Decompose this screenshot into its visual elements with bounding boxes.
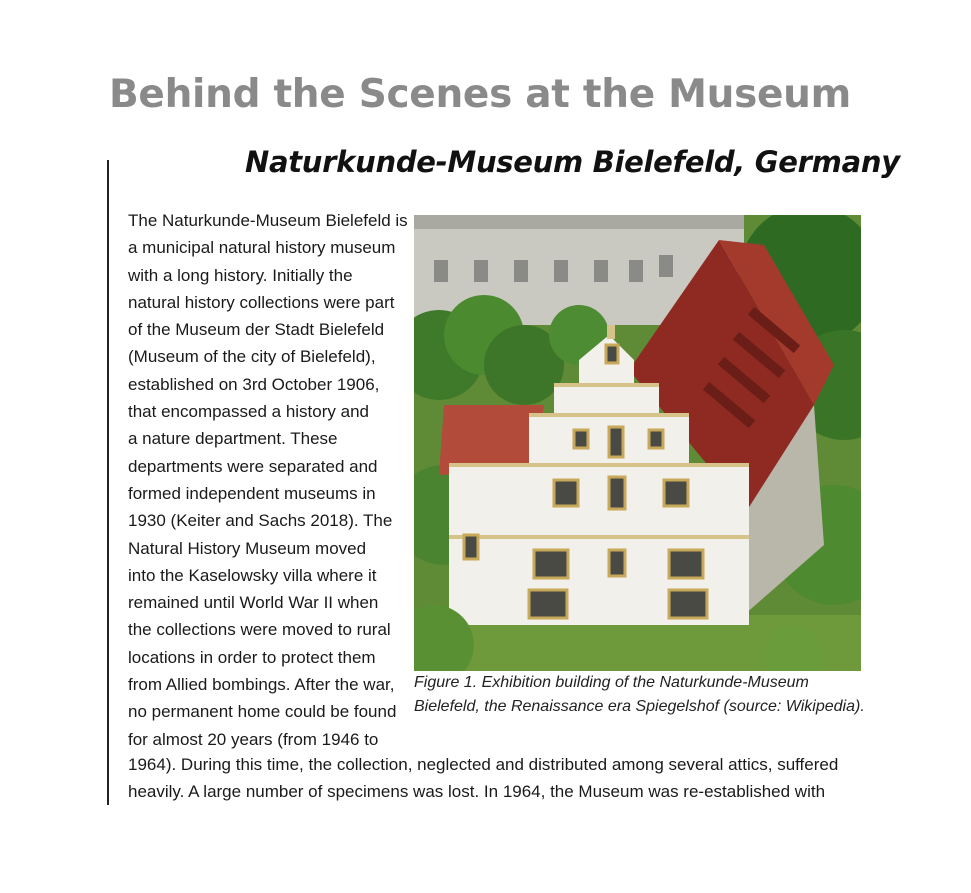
body-line: Natural History Museum moved [128, 538, 367, 558]
body-line: the collections were moved to rural [128, 620, 391, 640]
body-line: for almost 20 years (from 1946 to [128, 729, 379, 749]
body-line: remained until World War II when [128, 593, 379, 613]
body-line: (Museum of the city of Bielefeld), [128, 347, 376, 367]
body-line: 1930 (Keiter and Sachs 2018). The [128, 511, 393, 531]
body-full-width [128, 751, 858, 806]
body-line: The Naturkunde-Museum Bielefeld is [128, 211, 408, 230]
page-title: Behind the Scenes at the Museum [109, 72, 851, 117]
article-subtitle: Naturkunde-Museum Bielefeld, Germany [245, 145, 900, 179]
body-line: 1964). During this time, the collection, neglected and distributed among several attics, suffered [128, 755, 839, 774]
body-line: no permanent home could be found [128, 702, 397, 722]
body-column [128, 207, 413, 753]
body-line: formed independent museums in [128, 483, 376, 503]
body-line: a nature department. These [128, 429, 338, 449]
body-line: natural history collections were part [128, 292, 395, 312]
body-line: that encompassed a history and [128, 402, 369, 422]
body-line: into the Kaselowsky villa where it [128, 565, 377, 585]
body-line: locations in order to protect them [128, 647, 376, 667]
vertical-rule [107, 160, 109, 805]
body-line: a municipal natural history museum [128, 238, 396, 258]
figure-caption [414, 671, 864, 719]
body-line: established on 3rd October 1906, [128, 374, 380, 394]
body-line: heavily. A large number of specimens was lost. In 1964, the Museum was re-established with [128, 782, 826, 802]
museum-building-photo [414, 215, 861, 671]
body-line: departments were separated and [128, 456, 378, 476]
body-line: with a long history. Initially the [128, 265, 353, 285]
body-line: from Allied bombings. After the war, [128, 675, 395, 695]
body-line: of the Museum der Stadt Bielefeld [128, 320, 385, 340]
caption-line: Figure 1. Exhibition building of the Naturkunde-Museum [414, 674, 809, 691]
caption-line: Bielefeld, the Renaissance era Spiegelshof (source: Wikipedia). [414, 698, 865, 715]
